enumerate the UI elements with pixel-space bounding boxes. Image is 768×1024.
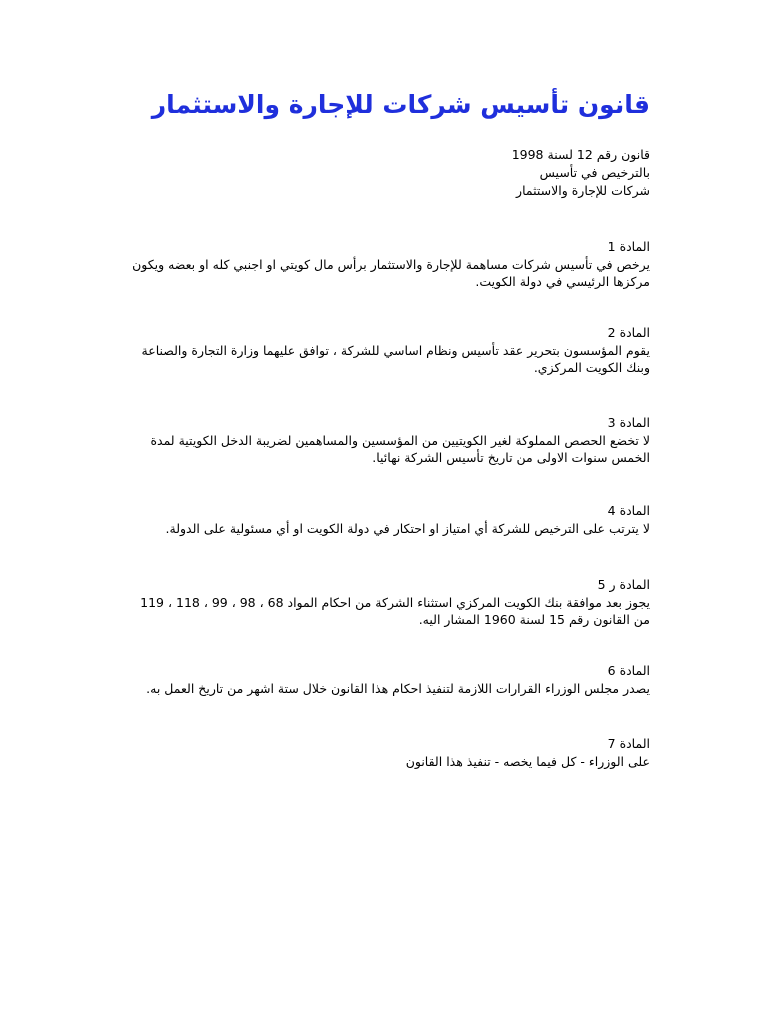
- article-text: يجوز بعد موافقة بنك الكويت المركزي استثناء الشركة من احكام المواد 68 ، 98 ، 99 ، 118 ، 119 من القانون رقم 15 لسنة 1960 المشار اليه.: [140, 595, 650, 627]
- article-heading: المادة 3: [607, 415, 650, 430]
- law-subject-line-1: بالترخيص في تأسيس: [539, 165, 650, 180]
- article-5: [130, 576, 650, 628]
- article-text: لا يترتب على الترخيص للشركة أي امتياز او احتكار في دولة الكويت او أي مسئولية على الدولة.: [165, 521, 650, 536]
- article-heading: المادة 2: [607, 325, 650, 340]
- article-4: [130, 502, 650, 537]
- law-number-line: قانون رقم 12 لسنة 1998: [511, 147, 650, 162]
- article-7: [130, 735, 650, 770]
- article-heading: المادة 4: [607, 503, 650, 518]
- article-1: [130, 238, 650, 290]
- article-heading: المادة 7: [607, 736, 650, 751]
- law-subject-line-2: شركات للإجارة والاستثمار: [516, 183, 650, 198]
- article-heading: المادة 1: [607, 239, 650, 254]
- article-text: على الوزراء - كل فيما يخصه - تنفيذ هذا القانون: [405, 754, 650, 769]
- article-heading: المادة 6: [607, 663, 650, 678]
- article-text: لا تخضع الحصص المملوكة لغير الكويتيين من المؤسسين والمساهمين لضريبة الدخل الكويتية لمدة الخمس سنوات الاولى من تاريخ تأسيس الشركة نهائيا.: [150, 433, 650, 465]
- article-2: [130, 324, 650, 376]
- article-6: [130, 662, 650, 697]
- article-text: يرخص في تأسيس شركات مساهمة للإجارة والاستثمار برأس مال كويتي او اجنبي كله او بعضه ويكون مركزها الرئيسي في دولة الكويت.: [132, 257, 650, 289]
- law-header: [130, 146, 650, 200]
- article-text: يقوم المؤسسون بتحرير عقد تأسيس ونظام اساسي للشركة ، توافق عليهما وزارة التجارة والصناعة وبنك الكويت المركزي.: [141, 343, 650, 375]
- article-text: يصدر مجلس الوزراء القرارات اللازمة لتنفيذ احكام هذا القانون خلال ستة اشهر من تاريخ العمل به.: [146, 681, 650, 696]
- article-3: [130, 414, 650, 466]
- article-heading: المادة ر 5: [597, 577, 650, 592]
- document-title: قانون تأسيس شركات للإجارة والاستثمار: [151, 90, 650, 119]
